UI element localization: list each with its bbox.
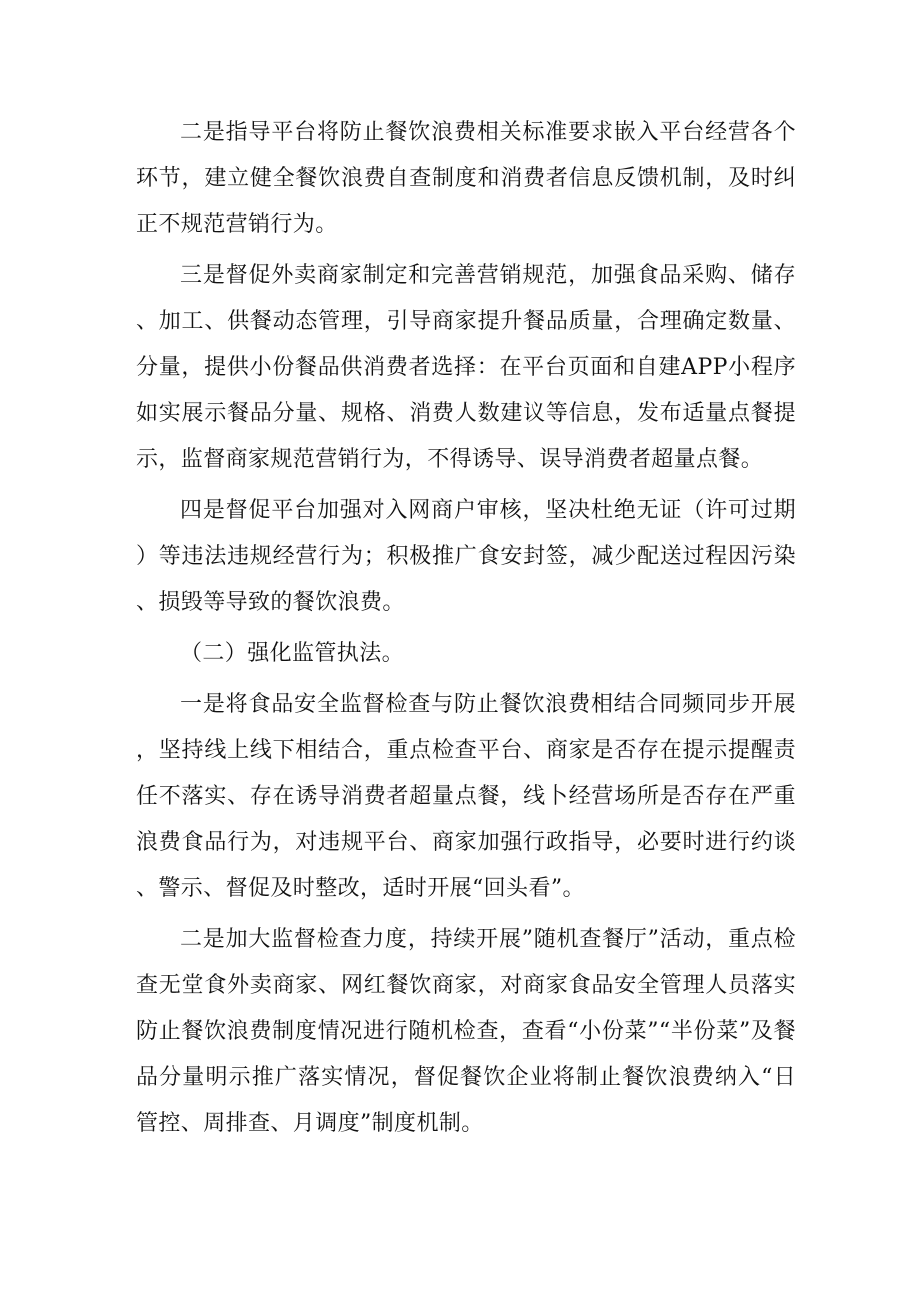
paragraph-merchant-review: 四是督促平台加强对入网商户审核，坚决杜绝无证（许可过期）等违法违规经营行为；积极推广食安封签，减少配送过程因污染、损毁等导致的餐饮浪费。 [136,498,796,615]
paragraph-merchant-standards: 三是督促外卖商家制定和完善营销规范，加强食品采购、储存、加工、供餐动态管理，引导商家提升餐品质量，合理确定数量、分量，提供小份餐品供消费者选择：在平台页面和自建APP小程序如实展示餐品分量、规格、消费人数建议等信息，发布适量点餐提示，监督商家规范营销行为，不得诱导、误导消费者超量点餐。 [136,263,796,472]
paragraph-platform-guidance: 二是指导平台将防止餐饮浪费相关标准要求嵌入平台经营各个环节，建立健全餐饮浪费自查制度和消费者信息反馈机制，及时纠正不规范营销行为。 [136,120,796,237]
document-body [136,110,796,1147]
section-heading-enforcement: （二）强化监管执法。 [180,641,405,666]
paragraph-random-inspection: 二是加大监督检查力度，持续开展”随机查餐厅”活动，重点检查无堂食外卖商家、网红餐饮商家，对商家食品安全管理人员落实防止餐饮浪费制度情况进行随机检查，查看“小份菜”“半份菜”及餐品分量明示推广落实情况，督促餐饮企业将制止餐饮浪费纳入“日管控、周排查、月调度”制度机制。 [136,927,796,1136]
paragraph-inspection-combined: 一是将食品安全监督检查与防止餐饮浪费相结合同频同步开展，坚持线上线下相结合，重点检查平台、商家是否存在提示提醒责任不落实、存在诱导消费者超量点餐，线卜经营场所是否存在严重浪费食品行为，对违规平台、商家加强行政指导，必要时进行约谈、警示、督促及时整改，适时开展“回头看”。 [136,692,796,901]
